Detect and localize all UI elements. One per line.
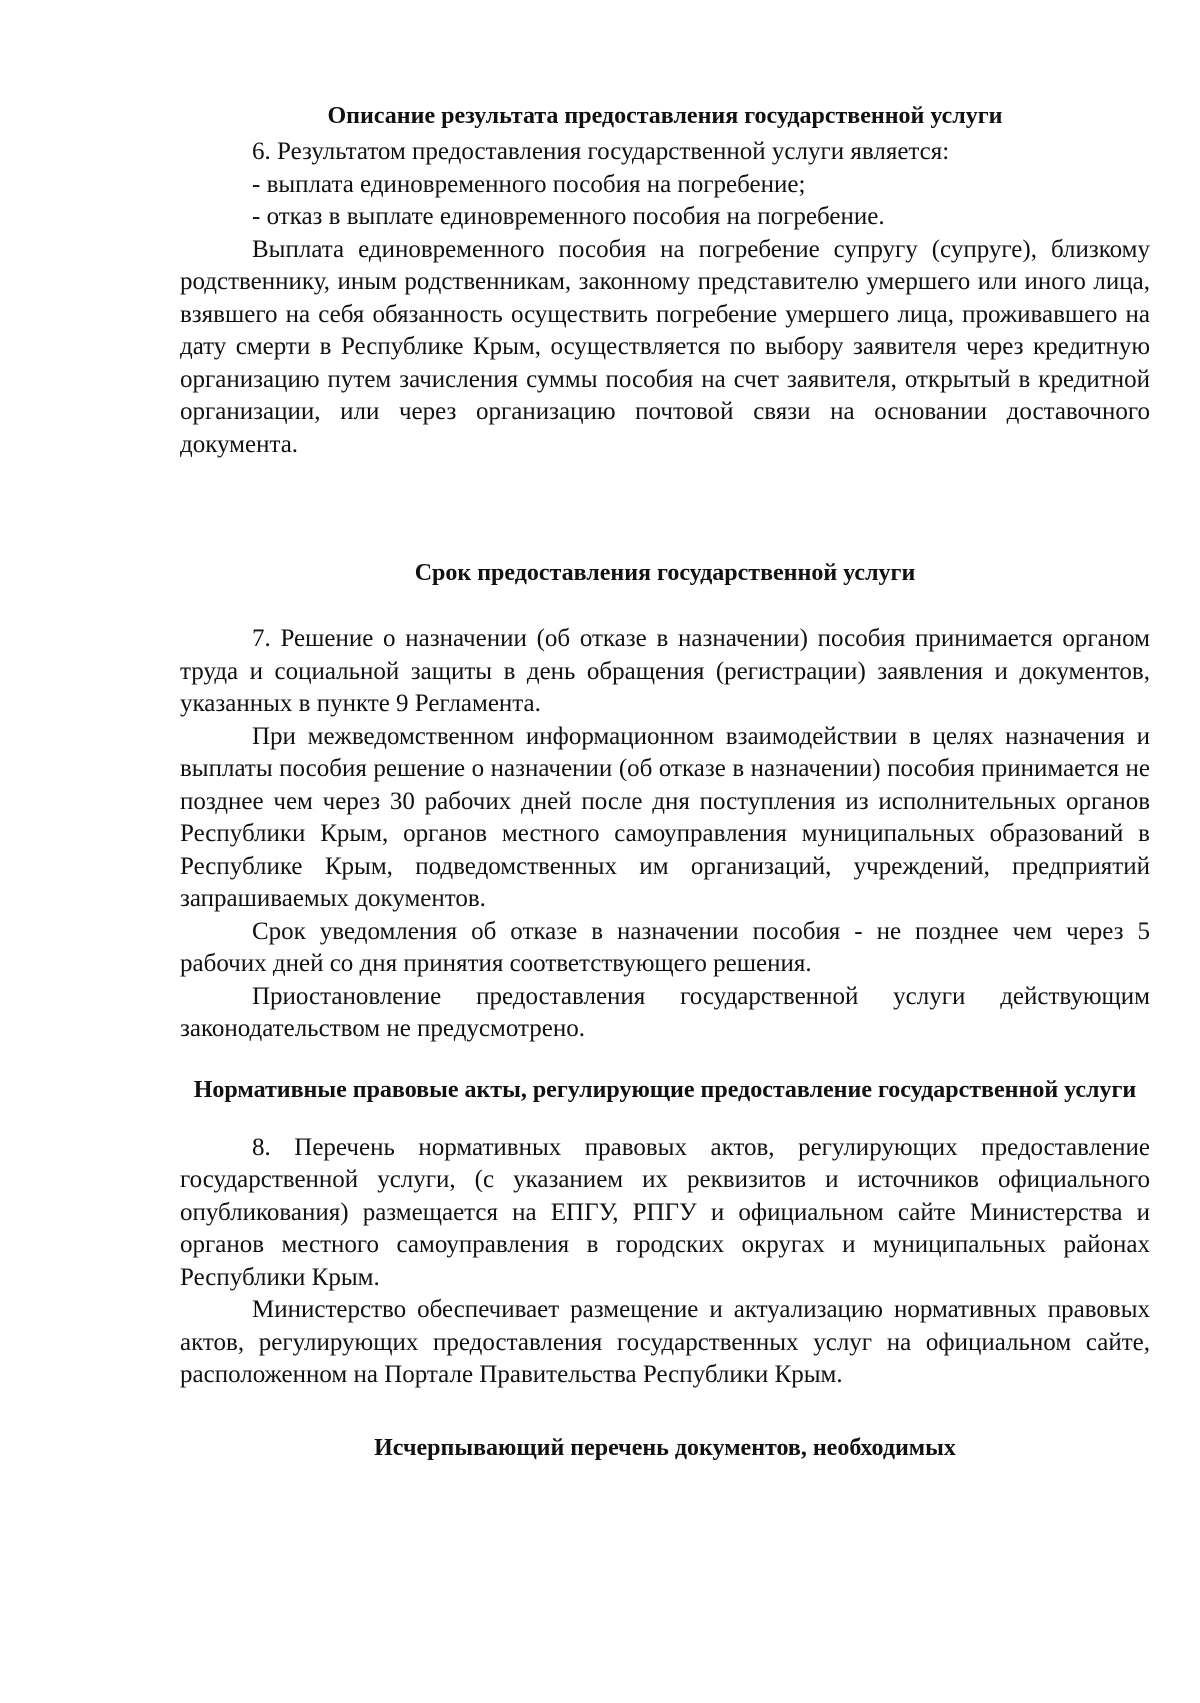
section-heading-result: Описание результата предоставления государственной услуги: [327, 103, 1003, 129]
paragraph: Министерство обеспечивает размещение и актуализацию нормативных правовых актов, регулирующих предоставления государственных услуг на официальном сайте, расположенном на Портале Правительства Республики Крым.: [180, 1296, 1150, 1388]
paragraph: Срок уведомления об отказе в назначении пособия - не позднее чем через 5 рабочих дней со дня принятия соответствующего решения.: [180, 917, 1150, 977]
spacer: [180, 1392, 1150, 1432]
section-heading-acts: Нормативные правовые акты, регулирующие предоставление государственной услуги: [193, 1076, 1137, 1103]
paragraph: При межведомственном информационном взаимодействии в целях назначения и выплаты пособия решение о назначении (об отказе в назначении) пособия принимается не позднее чем через 30 рабочих дней после дня поступления из исполнительных органов Республики Крым, органов местного самоуправления муниципальных образований в Республике Крым, подведомственных им организаций, учреждений, предприятий запрашиваемых документов.: [180, 722, 1150, 912]
document-page: [180, 100, 1150, 1464]
list-item: - выплата единовременного пособия на погребение;: [252, 170, 806, 198]
section-heading-term: Срок предоставления государственной услуги: [414, 560, 916, 586]
list-item: - отказ в выплате единовременного пособия на погребение.: [252, 203, 885, 230]
paragraph: 7. Решение о назначении (об отказе в назначении) пособия принимается органом труда и социальной защиты в день обращения (регистрации) заявления и документов, указанных в пункте 9 Регламента.: [180, 625, 1150, 717]
paragraph: 8. Перечень нормативных правовых актов, регулирующих предоставление государственной услуги, (с указанием их реквизитов и источников официального опубликования) размещается на ЕПГУ, РПГУ и официальном сайте Министерства и органов местного самоуправления в городских округах и муниципальных районах Республики Крым.: [180, 1133, 1150, 1291]
spacer: [180, 461, 1150, 557]
paragraph: Выплата единовременного пособия на погребение супругу (супруге), близкому родственнику, иным родственникам, законному представителю умершего или иного лица, взявшего на себя обязанность осуществить погребение умершего лица, проживавшего на дату смерти в Республике Крым, осуществляется по выбору заявителя через кредитную организацию путем зачисления суммы пособия на счет заявителя, открытый в кредитной организации, или через организацию почтовой связи на основании доставочного документа.: [180, 235, 1150, 458]
paragraph: 6. Результатом предоставления государственной услуги является:: [252, 138, 950, 165]
paragraph: Приостановление предоставления государственной услуги действующим законодательством не предусмотрено.: [180, 982, 1150, 1042]
spacer: [180, 1046, 1150, 1074]
section-heading-documents: Исчерпывающий перечень документов, необходимых: [374, 1434, 956, 1461]
